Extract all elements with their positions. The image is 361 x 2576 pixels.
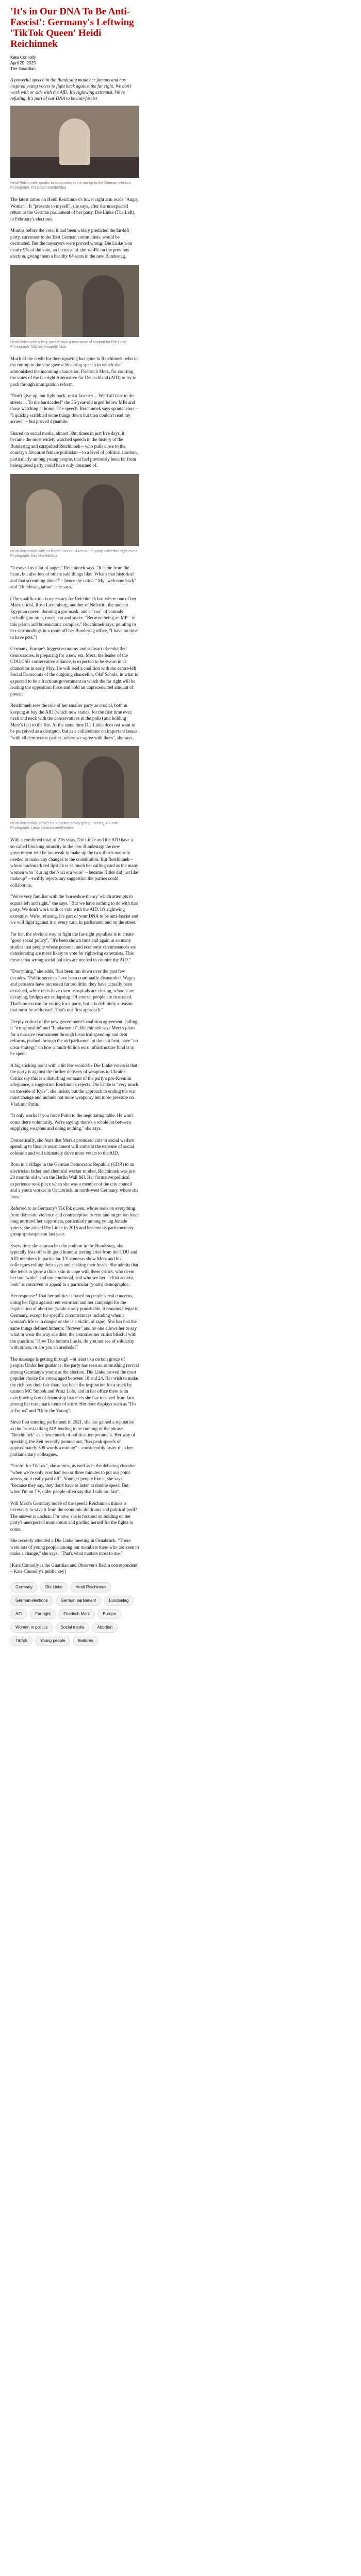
tag[interactable]: Women in politics [10, 1622, 53, 1633]
byline [10, 55, 139, 72]
date: April 29, 2025 [10, 61, 36, 65]
paragraph: Domestically, she fears that Merz's promised cuts to social welfare spending to finance rearmament will come at the expense of social cohesion and will ultimately drive more voters to the AfD. [10, 1137, 134, 1156]
tag-list [10, 1582, 139, 1649]
paragraph: Born in a village in the German Democratic Republic (GDR) to an electrician father and chemical worker mother, Reichinnek was just 20 months old when the Berlin Wall fell. Her formative political experience took place when she was a member of the city council and a youth worker in Osnabrück, in north-west Germany, where she lives. [10, 1162, 139, 1199]
article-photo [10, 474, 139, 546]
paragraph: The message is getting through – at least to a certain group of people. Under her guidance, the party has seen an astonishing revival among Germany's youth: at the election, Die Linke proved the most popular choice for voters aged between 18 and 24. Her wish to make the rich pay their fair share has been the inspiration for a truck by cannon MC Smook and Prinz Lolo, and in her office there is an overflowing box of friendship bracelets she has received from fans, among her trademark items of attire. Her door displays such as "Do It For us" and "Only the Young". [10, 1356, 139, 1413]
paragraph: Months before the vote, it had been widely predicted the far-left party, successor to the East German communists, would be decimated. But the naysayers were proved wrong: Die Linke won nearly 9% of the vote, an increase of almost 4% on the previous election, giving them a healthy 64 seats in the new Bundestag. [10, 228, 133, 259]
headline: 'It's in Our DNA To Be Anti-Fascist': Germany's Leftwing 'TikTok Queen' Heidi Reichinnek [10, 6, 134, 49]
tag[interactable]: German elections [10, 1596, 53, 1606]
paragraph: "Everything," she adds, "has been run down over the past few decades. "Public services have been continually dismantled. Wages and pensions have increased far too little; they have actually been devalued, while rents have risen. Hospitals are closing, schools are decaying, bridges are collapsing. Of course, people are frustrated. That's no excuse for voting for a party, but it is definitely a reason that must be addressed. That's our first approach." [10, 969, 135, 1012]
paragraph: [Kate Connolly is the Guardian and Observer's Berlin correspondent – Kate Connolly's public key] [10, 1562, 138, 1574]
paragraph: "Useful for TikTok", she admits, as well as in the debating chamber "when we've only ever had two or three minutes to put our point across, so it really paid off". Younger people like it, she says, "because they say, they don't have to listen at double speed. But when I'm on TV, older people often say that I talk too fast". [10, 1463, 136, 1494]
tag[interactable]: TikTok [10, 1636, 32, 1646]
source: The Guardian [10, 66, 36, 71]
paragraph: Her response? That her politics is based on people's real concerns, citing her fight against rent extortion and her campaign for the legalisation of abortion (while surely punishable, it remains illegal in Germany, except for specific circumstances including when a woman's life is in danger or she is a victim of rape). She has had the same things defined hitherto: "forever" and no one allows her to say what or wear the way she dies; the countries her critics blissful with the question: "How The bottom line is, do you not see of solidarity with others, or are you an arsehole?" [10, 1293, 139, 1350]
photo-caption: Heidi Reichinnek arrives for a parliamentary group meeting in Berlin. Photograph: Liesa Johannssen/Reuters [10, 822, 120, 830]
tag[interactable]: Europe [97, 1609, 121, 1619]
paragraph: Since first entering parliament in 2021, she has gained a reputation as the fastest talking MP, tending to be running of the phrase "Reichinnek" as a benchmark of political temperament. Her way of speaking, the Zeit recently pointed out, "has peak speeds of approximately 500 words a minute" – considerably faster than her parliamentary colleagues. [10, 1419, 136, 1457]
paragraph: A big sticking point with a hit few would-be Die Linke voters is that the party is against the further delivery of weapons to Ukraine. Critics say this is a disturbing remnant of the party's pro-Kremlin allegiance, a suggestion Reichinnek rejects. Die Linke is "very much on the side of Kyiv", she insists, but the approach to ending the war must change and include not more weaponry but more pressure on Vladimir Putin. [10, 1062, 138, 1107]
article-photo [10, 746, 139, 818]
tag[interactable]: Abortion [92, 1622, 118, 1633]
tag[interactable]: Social media [56, 1622, 90, 1633]
tag[interactable]: Young people [35, 1636, 71, 1646]
author: Kate Connolly [10, 55, 36, 60]
paragraph: The latest tattoo on Heidi Reichinnek's lower right arm reads "Angry Woman". It "presents to myself", she says, after the unexpected return to the German parliament of her party, Die Linke (The Left), in February's elections. [10, 197, 139, 222]
paragraph: She recently attended a Die Linke meeting in Osnabrück. "There were lots of young people among our members there who are keen to make a change," she says. "That's what matters most to me." [10, 1538, 139, 1556]
standfirst: A powerful speech in the Bundestag made her famous and has inspired young voters to fight back against the far right. We don't work with or side with the AfD. It's rightwing extremist. We're refusing. It's part of our DNA to be anti-fascist [10, 77, 132, 101]
photo-caption: Heidi Reichinnek's fiery speech won a new wave of support for Die Linke. Photograph: Michael Kappeler/dpa [10, 340, 128, 349]
paragraph: "It only works if you force Putin to the negotiating table. He won't come there voluntarily. We're saying: there's a whole lot between supplying weapons and doing nothing," she says. [10, 1113, 134, 1131]
hero-image [10, 106, 139, 178]
tag[interactable]: Die Linke [40, 1582, 68, 1592]
paragraph: Reichinnek sees the role of her smaller party as crucial, both in keeping at bay the AfD (which now stands, for the first time ever, neck and neck with the conservatives in the polls) and holding Merz's feet to the fire. At the same time Die Linke does not want to be perceived as a disruptor, but as a collaborator on important issues "with all democratic parties, where we agree with them", she says. [10, 703, 138, 740]
tag[interactable]: features [73, 1636, 98, 1646]
paragraph: (The qualification is necessary for Reichinnek has-where one of her Marxist idol, Rosa Luxemburg, another of Nefertiti, the ancient Egyptian queen, donning a gas mask, and a "zoo" of animals including an otter, raven, cat and snake. "Because being an MP – in this prison and bureaucratic complex," Reichinnek says, pointing to her surroundings in a room off her Bundestag office, "I have no time to have pets.") [10, 596, 138, 640]
tag[interactable]: Far right [30, 1609, 56, 1619]
tag[interactable]: Heidi Reichinnek [70, 1582, 111, 1592]
tag[interactable]: AfD [10, 1609, 27, 1619]
paragraph: "Don't give up, but fight back, resist fascism ... We'll all take to the streets ... To the barricades!" the 36-year-old urged fellow MPs and those watching at home. The speech, Reichinnek says spontaneous – "I quickly scribbled some things down but then couldn't read my scrawl" – but proved dynamite. [10, 393, 138, 424]
paragraph: Much of the credit for their upswing has gone to Reichinnek, who in the run-up to the vote gave a blistering speech in which she admonished the incoming chancellor, Friedrich Merz, for courting the votes of the far-right Alternative für Deutschland (AfD) to try to push through immigration reform. [10, 355, 138, 387]
tag[interactable]: Germany [10, 1582, 38, 1592]
hero-caption: Heidi Reichinnek speaks to supporters in the run-up to the German election. Photograph: Christoph Soeder/dpa [10, 181, 132, 190]
paragraph: "It moved us a lot of anger," Reichinnek says. "It came from the heart, but also lots of others said things like: 'What's that historical and that screaming about?' – hence the tattoo." My "welcome back" and "Bundestag tattoo", she says. [10, 565, 136, 589]
paragraph: "We're very familiar with the 'horseshoe theory' which attempts to equate left and right," she says. "But we have nothing to do with that party. We don't work with or vote with the AfD. It's rightwing extremist. We're refusing. It's part of your DNA to be anti-fascist and we will fight against it at every turn, in parliament and on the street." [10, 894, 139, 925]
photo-caption: Heidi Reichinnek with co-leader Jan van Aken at the party's election night event. Photograph: Kay Nietfeld/dpa [10, 549, 139, 558]
paragraph: Deeply critical of the new government's coalition agreement, calling it "irresponsible" and "fundamental", Reichinnek says Merz's plans for a massive rearmament through historical spending and debt reforms, pushed through the old parliament at the cult heat, have "no clear strategy" on how a multi-billion euro infrastructure fund is to be spent. [10, 1019, 138, 1056]
tag[interactable]: Bundestag [104, 1596, 134, 1606]
paragraph: For her, the obvious way to fight the far-right populists is to create "good social policy". "It's been shown time and again in so many studies that people whose personal and economic circumstances are deteriorating are more likely to vote for rightwing extremists. This means that wrong social policies are needed to counter the AfD." [10, 931, 136, 962]
paragraph: Shared on social media, almost 30m times in just five days, it became the most widely watched speech in the history of the Bundestag and catapulted Reichinnek – who pulls close to the country's favourite female politician – to a level of political stardom, particularly among young people, that had previously been far from beleaguered party could have only dreamed of. [10, 430, 138, 468]
paragraph: Germany, Europe's biggest economy and stalwart of embattled democracies, is preparing for a new era. Merz, the leader of the CDU/CSU conservative alliance, is expected to be sworn in as chancellor in early May. He will lead a coalition with the centre-left Social Democrats of the outgoing chancellor, Olaf Scholz, in what is expected to be a fractious government in which the far right will be leading the opposition force and hold an unprecedented amount of power. [10, 646, 138, 697]
article-photo [10, 265, 139, 337]
paragraph: Every time she approaches the podium in the Bundestag, she typically fists off with good humour jeering cries from the CDU and AfD members in particular. TV cameras show Merz and his colleagues rolling their eyes and shaking their heads. She admits that she tends to grow a thick skin to cope with these critics, who deem her too "woke" and too emotional, and who see her "leftist activist look" is contrived to appeal to a particular (youth) demographic. [10, 1243, 139, 1287]
tag[interactable]: German parliament [56, 1596, 101, 1606]
paragraph: Will Merz's Germany move of the speed? Reichinnek thinks is necessary to save it from the economic doldrums and political peril? The answer is unclear. For now, she is focused on holding on her party's unexpected momentum and girding herself for the fights to come. [10, 1500, 137, 1532]
paragraph: With a combined total of 216 seats, Die Linke and the AfD have a so-called blocking minority in the new Bundestag: the new government will be too weak to make up the two-thirds majority needed to make any changes to the constitution. But Reichinnek – whose trademark red lipstick is as much her calling card as the many women who "during the Nazi era wore" – became Hitler did just like makeup" – swiftly rejects any suggestion the parties could collaborate. [10, 837, 138, 888]
tag[interactable]: Friedrich Merz [58, 1609, 95, 1619]
paragraph: Referred to as Germany's TikTok queen, whose reels on everything from domestic violence and contraception to rent and migration have long nurtured her supporters, particularly among young female voters, she joined Die Linke in 2015 and became its parliamentary group spokesperson last year. [10, 1206, 139, 1236]
article-column [10, 6, 139, 1649]
